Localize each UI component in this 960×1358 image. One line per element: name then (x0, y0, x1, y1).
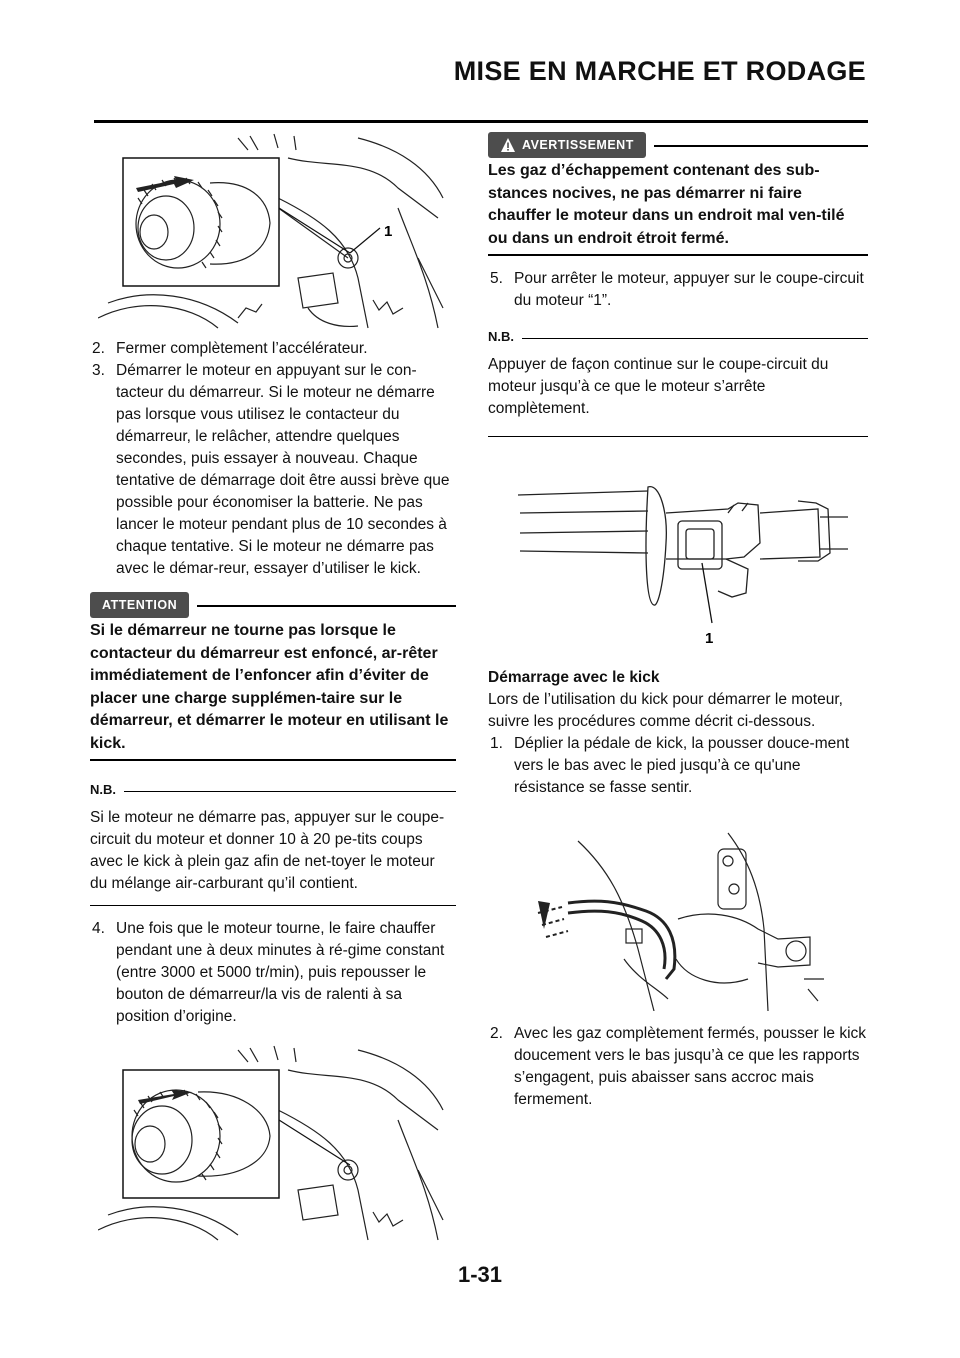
warning-triangle-icon (500, 137, 516, 153)
header-rule (94, 120, 868, 123)
step-text: Une fois que le moteur tourne, le faire chauffer pendant une à deux minutes à ré-gime constant (entre 3000 et 5000 tr/min), puis repousser le bouton de démarreur/la vis de ralenti à sa position d’origine. (116, 920, 445, 1025)
warning-rule (654, 145, 868, 147)
step-number: 4. (92, 920, 105, 937)
figure-inset (123, 1070, 279, 1198)
nb-bottom-rule (90, 905, 456, 906)
nb-text: Appuyer de façon continue sur le coupe-circuit du moteur jusqu’à ce que le moteur s’arrête complètement. (488, 356, 829, 417)
warning-label-box (488, 132, 646, 158)
steps-list-5 (488, 268, 868, 312)
nb-rule (522, 338, 868, 339)
page-title: MISE EN MARCHE ET RODAGE (453, 56, 866, 86)
nb-rule (124, 791, 456, 792)
warning-bottom-rule (488, 254, 868, 256)
step-number: 2. (490, 1025, 503, 1042)
nb-label: N.B. (90, 782, 116, 797)
kick-intro: Lors de l’utilisation du kick pour démarrer le moteur, suivre les procédures comme décrit ci-dessous. (488, 691, 843, 730)
kick-steps-b (488, 1023, 868, 1111)
step-number: 5. (490, 270, 503, 287)
warning-label: AVERTISSEMENT (522, 138, 634, 152)
attention-box (90, 594, 456, 761)
step-text: Avec les gaz complètement fermés, pousser le kick doucement vers le bas jusqu’à ce que les rapports s’engagent, puis abaisser sans accroc mais fermement. (514, 1025, 867, 1108)
step-text: Démarrer le moteur en appuyant sur le con-tacteur du démarreur. Si le moteur ne démarre pas lorsque vous utilisez le contacteur du démarreur, le relâcher, attendre quelques secondes, puis essayer à nouveau. Chaque tentative de démarrage doit être aussi brève que possible pour économiser la batterie. Ne pas lancer le moteur pendant plus de 10 secondes à chaque tentative. Si le moteur ne démarre pas avec le démar-reur, essayer d’utiliser le kick. (116, 362, 450, 577)
step-item (90, 338, 456, 360)
left-column (90, 128, 456, 1248)
step-number: 1. (490, 735, 503, 752)
figure-kill-switch (498, 473, 858, 649)
step-text: Pour arrêter le moteur, appuyer sur le coupe-circuit du moteur “1”. (514, 270, 864, 309)
steps-list-a (90, 338, 456, 580)
nb-box (90, 779, 456, 906)
nb-label: N.B. (488, 329, 514, 344)
right-column (488, 134, 868, 1111)
warning-box (488, 134, 868, 256)
kick-steps-a (488, 733, 868, 799)
warning-text: Les gaz d’échappement contenant des sub-stances nocives, ne pas démarrer ni faire chauffer le moteur dans un endroit mal ven-tilé ou dans un endroit étroit fermé. (488, 162, 845, 247)
step-item (488, 733, 868, 799)
attention-bottom-rule (90, 759, 456, 761)
step-item (488, 268, 868, 312)
figure-choke-push (98, 1044, 448, 1244)
figure-inset (123, 158, 279, 286)
steps-list-b (90, 918, 456, 1028)
attention-label: ATTENTION (90, 592, 189, 618)
nb-bottom-rule (488, 436, 868, 437)
step-text: Fermer complètement l’accélérateur. (116, 340, 368, 357)
kick-heading: Démarrage avec le kick (488, 669, 660, 686)
step-item (488, 1023, 868, 1111)
figure-choke-pull (98, 128, 448, 334)
step-item (90, 360, 456, 580)
attention-text: Si le démarreur ne tourne pas lorsque le contacteur du démarreur est enfoncé, ar-rêter immédiatement de l’enfoncer afin d’éviter de placer une charge supplémen-taire sur le démarreur, et démarrer le moteur en utilisant le kick. (90, 622, 449, 752)
figure-callout-1: 1 (705, 630, 714, 647)
step-text: Déplier la pédale de kick, la pousser douce-ment vers le bas avec le pied jusqu’à ce qu'une résistance se fasse sentir. (514, 735, 850, 796)
nb-text: Si le moteur ne démarre pas, appuyer sur le coupe-circuit du moteur et donner 10 à 20 pe-tits coups avec le kick à plein gaz afin de net-toyer le moteur du mélange air-carburant qu’il contient. (90, 809, 445, 892)
figure-callout-1: 1 (384, 223, 393, 240)
figure-kick-pedal (528, 829, 828, 1011)
attention-rule (197, 605, 456, 607)
step-number: 2. (92, 340, 105, 357)
page-number: 1-31 (457, 1262, 503, 1287)
nb-box-right (488, 326, 868, 437)
step-number: 3. (92, 362, 105, 379)
step-item (90, 918, 456, 1028)
